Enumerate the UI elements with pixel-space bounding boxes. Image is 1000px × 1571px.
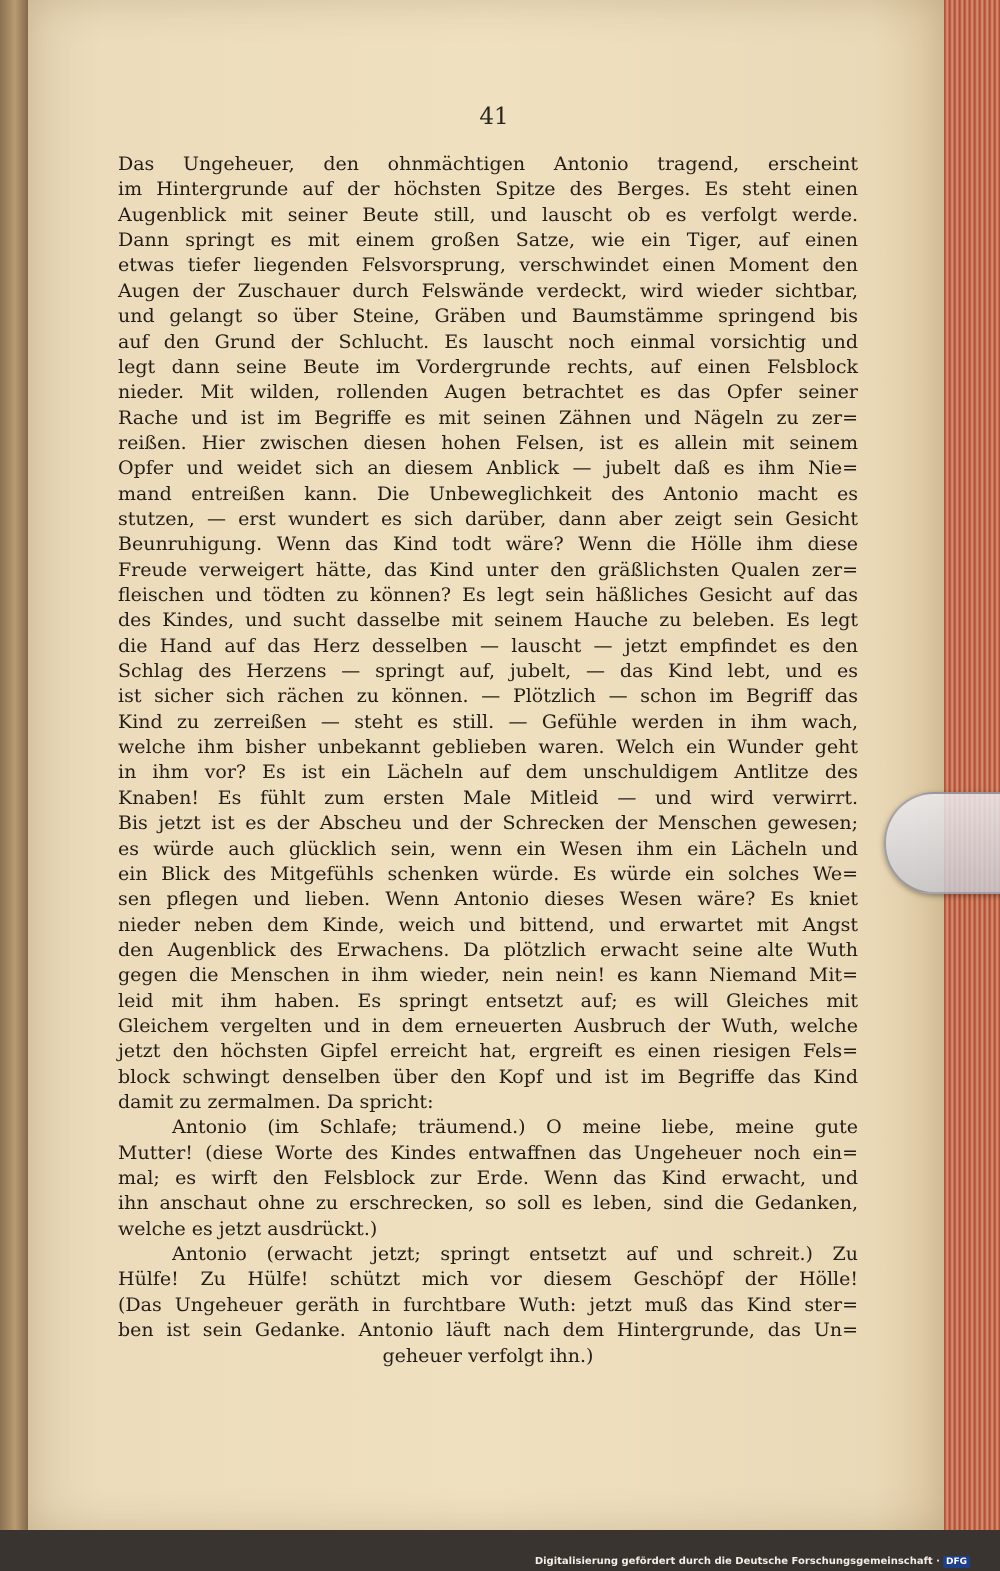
text-line: sen pflegen und lieben. Wenn Antonio dieses Wesen wäre? Es kniet [118, 888, 858, 911]
text-line: Das Ungeheuer, den ohnmächtigen Antonio tragend, erscheint [118, 153, 858, 175]
text-line: fleischen und tödten zu können? Es legt sein häßliches Gesicht auf das [118, 584, 858, 606]
text-line: jetzt den höchsten Gipfel erreicht hat, ergreift es einen riesigen Fels= [118, 1040, 858, 1063]
text-line: etwas tiefer liegenden Felsvorsprung, verschwindet einen Moment den [118, 254, 858, 277]
text-line: und gelangt so über Steine, Gräben und Baumstämme springend bis [118, 305, 858, 328]
text-line: nieder. Mit wilden, rollenden Augen betrachtet es das Opfer seiner [118, 381, 858, 404]
text-line: Bis jetzt ist es der Abscheu und der Schrecken der Menschen gewesen; [118, 812, 858, 835]
text-line: den Augenblick des Erwachens. Da plötzlich erwacht seine alte Wuth [118, 938, 858, 961]
footer-strip [0, 1530, 1000, 1571]
text-line: im Hintergrunde auf der höchsten Spitze des Berges. Es steht einen [118, 178, 858, 201]
text-line: mal; es wirft den Felsblock zur Erde. Wenn das Kind erwacht, und [118, 1167, 858, 1189]
text-line: des Kindes, und sucht dasselbe mit seinem Hauche zu beleben. Es legt [118, 609, 858, 632]
text-line: Dann springt es mit einem großen Satze, wie ein Tiger, auf einen [118, 229, 858, 252]
text-line: (Das Ungeheuer geräth in furchtbare Wuth: jetzt muß das Kind ster= [118, 1293, 858, 1316]
text-line: Knaben! Es fühlt zum ersten Male Mitleid — und wird verwirrt. [118, 786, 858, 809]
text-line: Rache und ist im Begriffe es mit seinen Zähnen und Nägeln zu zer= [118, 406, 858, 429]
text-line: Freude verweigert hätte, das Kind unter den gräßlichsten Qualen zer= [118, 558, 858, 581]
text-line: geheuer verfolgt ihn.) [382, 1344, 594, 1367]
page-clip [884, 792, 1000, 894]
text-line: gegen die Menschen in ihm wieder, nein nein! es kann Niemand Mit= [118, 964, 858, 987]
page-stack-edges [944, 0, 1000, 1545]
credit-text: Digitalisierung gefördert durch die Deutsche Forschungsgemeinschaft · [534, 1556, 940, 1567]
text-line: ist sicher sich rächen zu können. — Plötzlich — schon im Begriff das [118, 685, 858, 708]
text-line: ben ist sein Gedanke. Antonio läuft nach dem Hintergrunde, das Un= [118, 1319, 858, 1342]
text-line: Augen der Zuschauer durch Felswände verdeckt, wird wieder sichtbar, [118, 279, 858, 302]
text-line: Augenblick mit seiner Beute still, und lauscht ob es verfolgt werde. [118, 203, 858, 226]
text-line: legt dann seine Beute im Vordergrunde rechts, auf einen Felsblock [118, 355, 858, 378]
text-line: die Hand auf das Herz desselben — lauscht — jetzt empfindet es den [118, 634, 858, 657]
text-line: Kind zu zerreißen — steht es still. — Gefühle werden in ihm wach, [118, 710, 858, 733]
text-line: Beunruhigung. Wenn das Kind todt wäre? Wenn die Hölle ihm diese [118, 533, 858, 556]
digitization-credit [535, 1556, 970, 1568]
text-line: ihn anschaut ohne zu erschrecken, so soll es leben, sind die Gedanken, [118, 1192, 858, 1215]
text-line: welche es jetzt ausdrückt.) [118, 1217, 378, 1240]
text-line: auf den Grund der Schlucht. Es lauscht noch einmal vorsichtig und [118, 330, 858, 353]
text-line: mand entreißen kann. Die Unbeweglichkeit des Antonio macht es [118, 482, 858, 505]
text-line: reißen. Hier zwischen diesen hohen Felsen, ist es allein mit seinem [118, 431, 858, 454]
text-line: Hülfe! Zu Hülfe! schützt mich vor diesem Geschöpf der Hölle! [118, 1268, 858, 1291]
previous-page-edge [0, 0, 30, 1571]
text-line: block schwingt denselben über den Kopf und ist im Begriffe das Kind [118, 1065, 858, 1088]
text-line: es würde auch glücklich sein, wenn ein Wesen ihm ein Lächeln und [118, 837, 858, 860]
text-line: nieder neben dem Kinde, weich und bittend, und erwartet mit Angst [118, 913, 858, 936]
text-line: Mutter! (diese Worte des Kindes entwaffnen das Ungeheuer noch ein= [118, 1141, 858, 1164]
text-line: ein Blick des Mitgefühls schenken würde. Es würde ein solches We= [118, 862, 858, 885]
text-line: welche ihm bisher unbekannt geblieben waren. Welch ein Wunder geht [118, 736, 858, 759]
text-line: in ihm vor? Es ist ein Lächeln auf dem unschuldigem Antlitze des [118, 761, 858, 784]
text-line: Antonio (im Schlafe; träumend.) O meine liebe, meine gute [172, 1116, 858, 1139]
text-line: stutzen, — erst wundert es sich darüber, dann aber zeigt sein Gesicht [118, 507, 858, 530]
text-line: Gleichem vergelten und in dem erneuerten Ausbruch der Wuth, welche [118, 1014, 858, 1037]
text-line: Schlag des Herzens — springt auf, jubelt, — das Kind lebt, und es [118, 660, 858, 682]
dfg-logo: DFG [943, 1556, 970, 1568]
text-line: Opfer und weidet sich an diesem Anblick — jubelt daß es ihm Nie= [118, 457, 858, 480]
text-line: leid mit ihm haben. Es springt entsetzt auf; es will Gleiches mit [118, 989, 858, 1012]
text-line: Antonio (erwacht jetzt; springt entsetzt auf und schreit.) Zu [172, 1243, 858, 1265]
page-number: 41 [479, 104, 509, 130]
text-line: damit zu zermalmen. Da spricht: [118, 1091, 434, 1113]
